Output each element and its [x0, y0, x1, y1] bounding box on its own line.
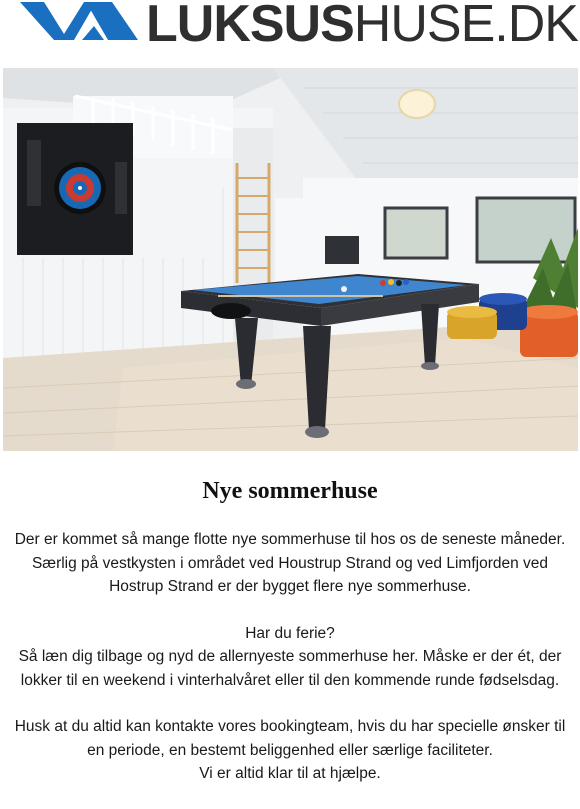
- article-paragraph-2: [14, 622, 566, 693]
- luksushuse-logo-icon[interactable]: [20, 2, 142, 49]
- article-paragraph-3-line-1: Husk at du altid kan kontakte vores bookingteam, hvis du har specielle ønsker til en periode, en bestemt beliggenhed eller særlige faciliteter.: [14, 718, 566, 759]
- brand-wordmark-light: HUSE.DK: [353, 0, 578, 53]
- article-paragraph-1: Der er kommet så mange flotte nye sommerhuse til hos os de seneste måneder. Særlig på vestkysten i området ved Houstrup Strand og ved Limfjorden ved Hostrup Strand er der bygget flere nye sommerhuse.: [14, 531, 566, 595]
- article-paragraph-3-line-2: Vi er altid klar til at hjælpe.: [199, 765, 381, 782]
- hero-image[interactable]: [3, 68, 578, 451]
- article-paragraph-2-line-2: Så læn dig tilbage og nyd de allernyeste sommerhuse her. Måske er der ét, der lokker til en weekend i vinterhalvåret eller til den kommende runde fødselsdag.: [18, 648, 562, 689]
- article-paragraph-2-line-1: Har du ferie?: [245, 624, 335, 642]
- article-body: [14, 528, 566, 809]
- article-paragraph-3: [14, 715, 566, 786]
- brand-wordmark-bold: LUKSUS: [146, 0, 354, 53]
- brand-wordmark[interactable]: [146, 0, 578, 52]
- article-title: Nye sommerhuse: [202, 478, 378, 504]
- header: [0, 0, 580, 56]
